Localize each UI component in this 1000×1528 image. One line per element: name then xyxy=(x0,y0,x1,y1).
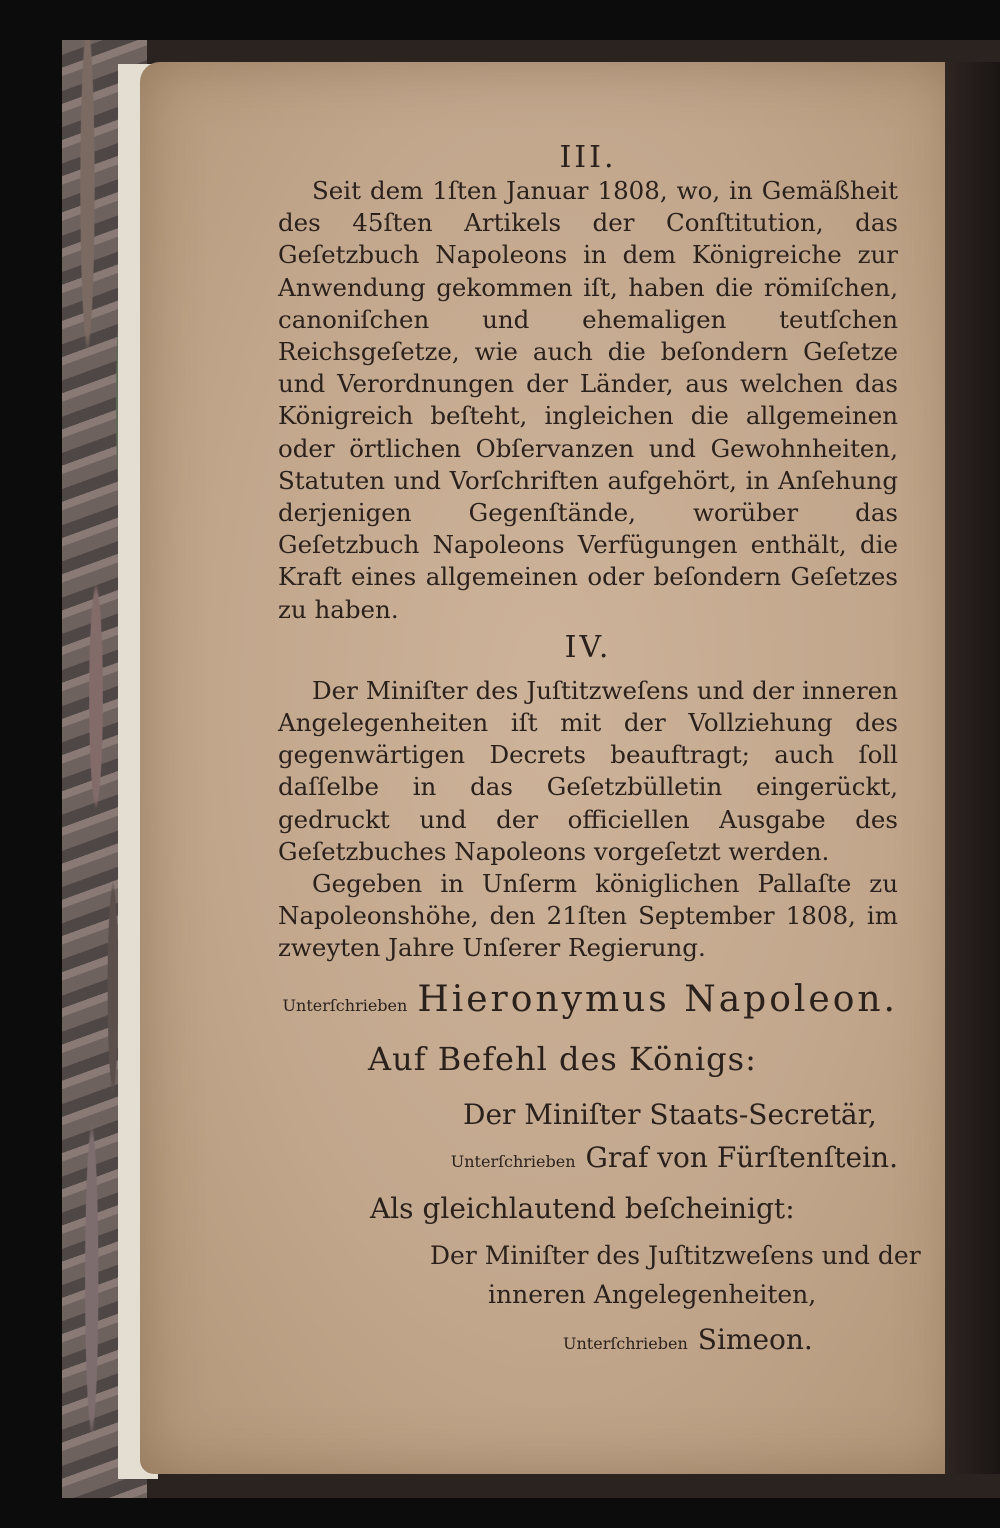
page-text xyxy=(278,140,921,1356)
justice-name: Simeon. xyxy=(697,1322,813,1356)
binding-edge xyxy=(945,62,1000,1474)
section-4-paragraph: Der Miniſter des Juſtitzweſens und der inneren Angelegenheiten iſt mit der Vollziehung des gegenwärtigen Decrets beauftragt; auch ſoll daſſelbe in das Geſetzbülletin eingerückt, gedruckt und der officiellen Ausgabe des Geſetzbuches Napoleons vorgeſetzt werden. xyxy=(278,675,898,866)
secretary-signature-prefix: Unterſchrieben xyxy=(450,1151,576,1171)
order-line: Auf Befehl des Königs: xyxy=(368,1039,757,1078)
secretary-name: Graf von Fürſtenſtein. xyxy=(585,1140,898,1174)
justice-title-1: Der Miniſter des Juſtitzweſens und der xyxy=(430,1240,921,1270)
justice-title-2: inneren Angelegenheiten, xyxy=(488,1279,817,1309)
king-signature-prefix: Unterſchrieben xyxy=(282,995,408,1015)
secretary-signature xyxy=(278,1141,898,1174)
secretary-title: Der Miniſter Staats-Secretär, xyxy=(463,1097,877,1131)
section-heading-4: IV. xyxy=(564,629,612,665)
justice-signature-prefix: Unterſchrieben xyxy=(563,1333,688,1353)
king-signature xyxy=(278,979,898,1020)
section-3-paragraph: Seit dem 1ſten Januar 1808, wo, in Gemäßheit des 45ſten Artikels der Conſtitution, das Geſetzbuch Napoleons in dem Königreiche zur Anwendung gekommen iſt, haben die römiſchen, canoniſchen und ehemaligen teutſchen Reichsgeſetze, wie auch die beſondern Geſetze und Verordnungen der Länder, aus welchen das Königreich beſteht, ingleichen die allgemeinen oder örtlichen Obſervanzen und Gewohnheiten, Statuten und Vorſchriften aufgehört, in Anſehung derjenigen Gegenſtände, worüber das Geſetzbuch Napoleons Verfügungen enthält, die Kraft eines allgemeinen oder beſondern Geſetzes zu haben. xyxy=(278,176,898,624)
justice-signature xyxy=(278,1323,898,1356)
certified-line: Als gleichlautend beſcheinigt: xyxy=(370,1191,795,1225)
given-paragraph: Gegeben in Unſerm königlichen Pallaſte zu Napoleonshöhe, den 21ſten September 1808, im zweyten Jahre Unſerer Regierung. xyxy=(278,869,898,963)
section-heading-3: III. xyxy=(559,140,617,175)
king-name: Hieronymus Napoleon. xyxy=(417,978,898,1020)
